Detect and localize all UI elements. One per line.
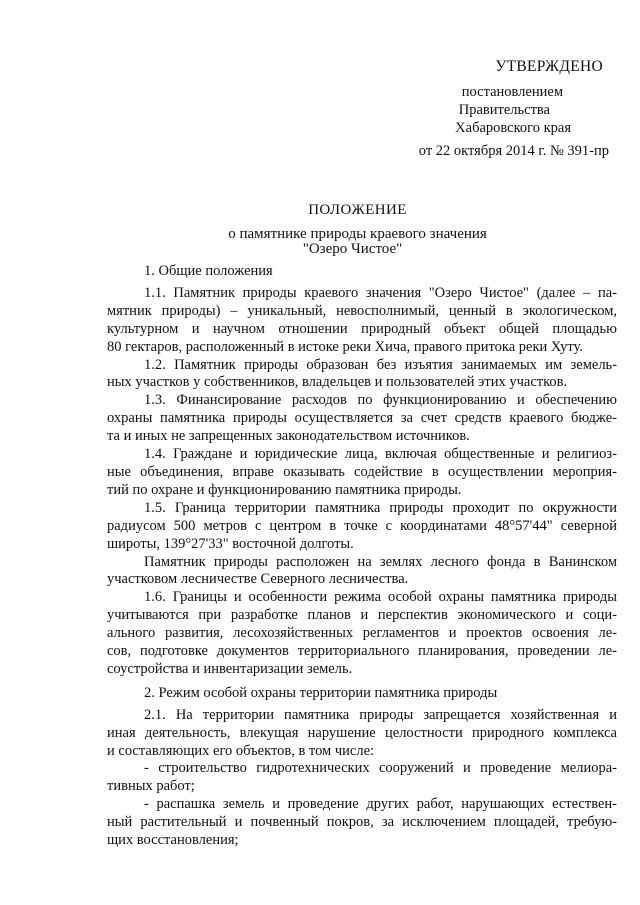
paragraph-line: иная деятельность, влекущая нарушение целостности природного комплекса xyxy=(107,724,617,741)
approval-line: Хабаровского края xyxy=(455,120,571,136)
paragraph xyxy=(107,589,617,679)
paragraph xyxy=(107,446,617,500)
approval-stamp: УТВЕРЖДЕНО xyxy=(495,58,603,75)
paragraph-line: щих восстановления; xyxy=(107,832,239,849)
paragraph-line: 80 гектаров, расположенный в истоке реки Хича, правого притока реки Хуту. xyxy=(107,338,583,355)
paragraph-line: 1.4. Граждане и юридические лица, включая общественные и религиоз- xyxy=(144,446,617,463)
paragraph-line: широты, 139°27'33" восточной долготы. xyxy=(107,535,354,552)
paragraph-line: тивных работ; xyxy=(107,778,195,795)
paragraph-line: охраны памятника природы осуществляется за счет средств краевого бюдже- xyxy=(107,410,617,427)
paragraph xyxy=(107,500,617,554)
approval-date-number: от 22 октября 2014 г. № 391-пр xyxy=(418,143,609,159)
approval-line: постановлением xyxy=(461,84,563,100)
paragraph-line: соустройства и инвентаризации земель. xyxy=(107,660,353,677)
paragraph-line: 1.5. Граница территории памятника природы проходит по окружности xyxy=(144,499,617,516)
section-heading: 1. Общие положения xyxy=(144,263,273,279)
section-heading: 2. Режим особой охраны территории памятника природы xyxy=(144,684,498,701)
approval-line: Правительства xyxy=(458,102,550,118)
title-subject: о памятнике природы краевого значения xyxy=(228,226,487,242)
paragraph-line: ный растительный и почвенный покров, за исключением площадей, требую- xyxy=(107,814,617,831)
paragraph-line: - строительство гидротехнических сооружений и проведение мелиора- xyxy=(144,760,617,777)
paragraph-line: ных участков у собственников, владельцев и пользователей этих участков. xyxy=(107,374,568,391)
paragraph-line: - распашка земель и проведение других работ, нарушающих естествен- xyxy=(144,796,617,813)
paragraph xyxy=(107,392,617,446)
document-title xyxy=(0,203,640,257)
paragraph xyxy=(107,285,617,357)
paragraph-line: 1.6. Границы и особенности режима особой охраны памятника природы xyxy=(144,589,617,606)
title-heading: ПОЛОЖЕНИЕ xyxy=(308,202,407,218)
paragraph-line: 1.2. Памятник природы образован без изъятия занимаемых им земель- xyxy=(144,356,617,373)
title-object-name: "Озеро Чистое" xyxy=(302,241,403,257)
paragraph-line: и составляющих его объектов, в том числе: xyxy=(107,742,375,759)
paragraph-line: мятник природы) – уникальный, невосполнимый, ценный в экологическом, xyxy=(107,302,617,319)
paragraph-line: участковом лесничестве Северного лесничества. xyxy=(107,571,409,588)
paragraph-line: ные объединения, вправе оказывать содействие в осуществлении мероприя- xyxy=(107,463,617,480)
paragraph-line: радиусом 500 метров с центром в точке с координатами 48°57'44" северной xyxy=(107,517,617,534)
approval-block xyxy=(395,58,615,160)
paragraph xyxy=(107,357,617,393)
paragraph xyxy=(107,707,617,761)
paragraph-line: учитываются при разработке планов и перспектив экономического и соци- xyxy=(107,607,617,624)
document-body xyxy=(107,263,617,850)
paragraph-line: та и иных не запрещенных законодательством источников. xyxy=(107,428,470,445)
paragraph-line: ального развития, лесохозяйственных регламентов и проектов освоения ле- xyxy=(107,625,617,642)
paragraph xyxy=(107,796,617,850)
paragraph-line: культурном и научном отношении природный объект общей площадью xyxy=(107,320,617,337)
paragraph xyxy=(107,760,617,796)
paragraph-line: тий по охране и функционированию памятника природы. xyxy=(107,481,462,498)
paragraph-line: 1.1. Памятник природы краевого значения "Озеро Чистое" (далее – па- xyxy=(144,284,617,301)
paragraph-line: 2.1. На территории памятника природы запрещается хозяйственная и xyxy=(144,706,617,723)
paragraph-line: Памятник природы расположен на землях лесного фонда в Ванинском xyxy=(144,553,617,570)
paragraph xyxy=(107,554,617,590)
paragraph-line: 1.3. Финансирование расходов по функционированию и обеспечению xyxy=(144,392,617,409)
paragraph-line: сов, подготовке документов территориального планирования, проведении ле- xyxy=(107,643,617,660)
